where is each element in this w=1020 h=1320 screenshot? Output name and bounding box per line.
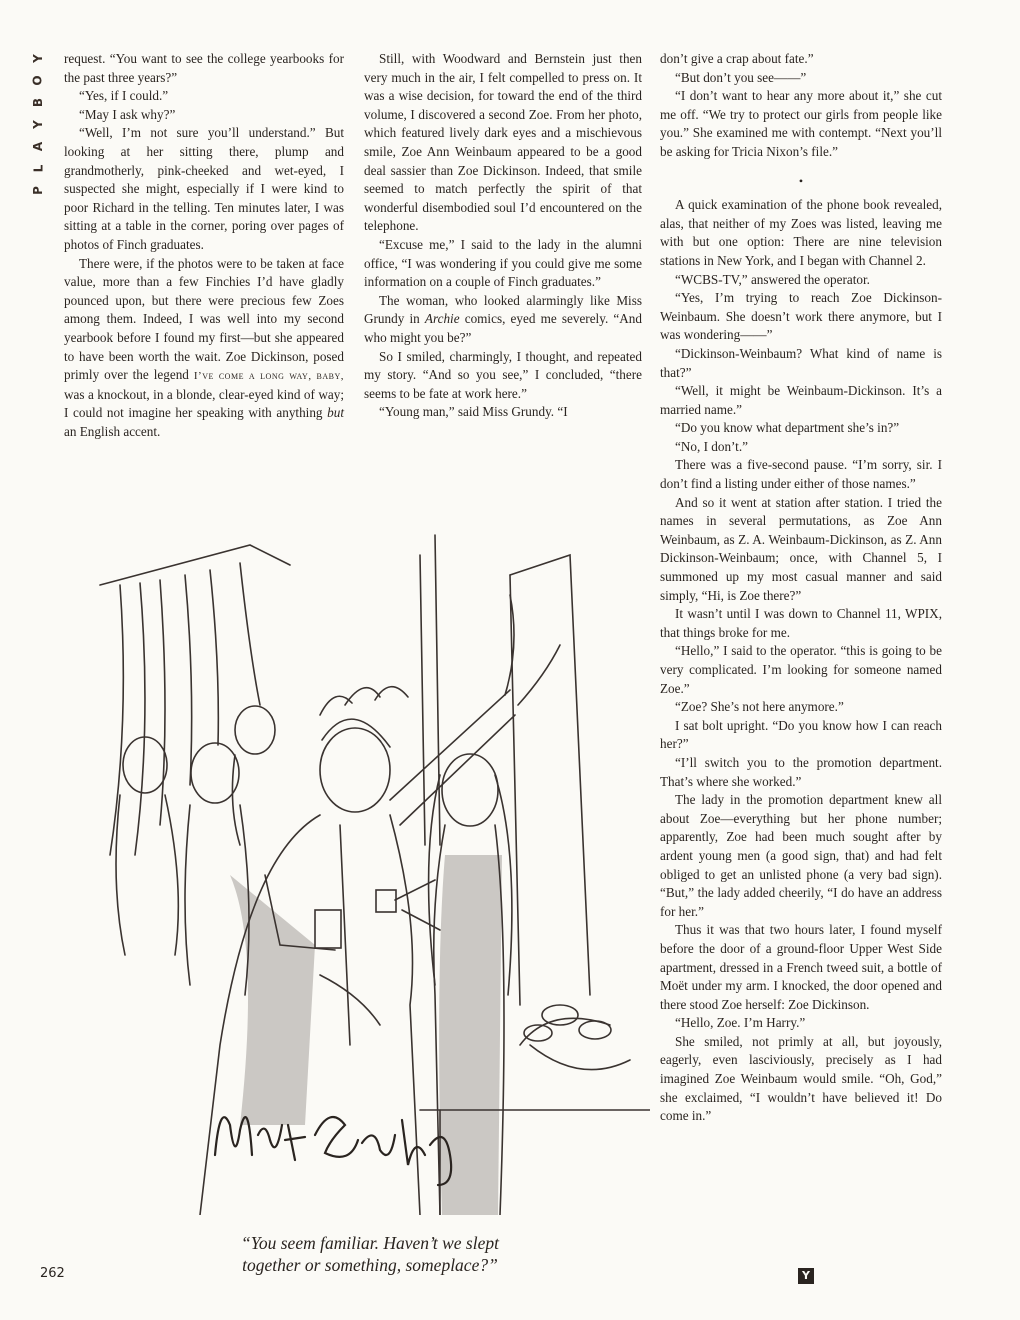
emphasis: but (327, 405, 344, 421)
paragraph: She smiled, not primly at all, but joyously, eagerly, even lasciviously, precisely as I had imagined Zoe Weinbaum would smile. “Oh, God,” she exclaimed, “I wouldn’t have believed it! Do come in.” (660, 1033, 942, 1124)
magazine-letter: P (30, 185, 45, 195)
paragraph: I sat bolt upright. “Do you know how I can reach her?” (660, 717, 942, 752)
paragraph: “Hello,” I said to the operator. “this is going to be very complicated. I’m looking for someone named Zoe.” (660, 643, 942, 696)
magazine-name-vertical (28, 50, 48, 198)
magazine-letter: Y (30, 119, 45, 129)
article-column-1 (64, 50, 344, 441)
page-number: 262 (40, 1266, 65, 1281)
text-run: The woman, who looked alarmingly like Miss Grundy in (364, 292, 642, 327)
paragraph: “No, I don’t.” (675, 438, 749, 454)
paragraph: The lady in the promotion department knew all about Zoe—everything but her phone number; apparently, Zoe had been much sought after by ardent young men (a good sign, that) and had felt obliged to get an unlisted phone (a very bad sign). “But,” the lady added cheerily, “I do have an address for her.” (660, 792, 942, 919)
paragraph: “Well, I’m not sure you’ll understand.” But looking at her sitting there, plump and grandmotherly, pink-cheeked and wet-eyed, I suspected she might, especially if I were kind to poor Richard in the telling. Ten minutes later, I was sitting at a table in the corner, poring over pages of photos of Finch graduates. (64, 125, 344, 252)
article-column-3 (660, 50, 942, 1126)
paragraph: “Well, it might be Weinbaum-Dickinson. It’s a married name.” (660, 383, 942, 417)
paragraph: A quick examination of the phone book revealed, alas, that neither of my Zoes was listed, leaving me with but one option: There are nine television stations in New York, and I began with Channel 2. (660, 197, 942, 268)
paragraph: “Dickinson-Weinbaum? What kind of name is that?” (660, 345, 942, 380)
text-run: There were, if the photos were to be taken at face value, more than a few Finchies I’d have gladly pounced upon, but there were precious few Zoes among them. Indeed, I was well into my second yearbook before I found my first—but she appeared to have been worth the wait. Zoe Dickinson, posed primly over the legend (64, 255, 344, 383)
paragraph: don’t give a crap about fate.” (660, 51, 814, 66)
magazine-letter: B (31, 96, 45, 108)
magazine-letter: Y (30, 53, 45, 63)
paragraph: request. “You want to see the college yearbooks for the past three years?” (64, 51, 344, 85)
paragraph: It wasn’t until I was down to Channel 11, WPIX, that things broke for me. (660, 606, 942, 640)
magazine-letter: O (30, 74, 45, 86)
paragraph: “Young man,” said Miss Grundy. “I (379, 404, 568, 420)
paragraph: “Do you know what department she’s in?” (675, 420, 900, 436)
paragraph (364, 292, 642, 348)
paragraph: “Yes, I’m trying to reach Zoe Dickinson-Weinbaum. She doesn’t work there anymore, but I was wondering——” (660, 290, 942, 343)
emphasis: Archie (424, 311, 460, 327)
cartoon-illustration (90, 525, 650, 1215)
caption-line: together or something, someplace?” (242, 1255, 498, 1275)
cartoon-caption (180, 1232, 560, 1276)
text-run: was a knockout, in a blonde, clear-eyed kind of way; I could not imagine her speaking with anything (64, 386, 344, 421)
paragraph: Still, with Woodward and Bernstein just then very much in the air, I felt compelled to press on. It was a wise decision, for toward the end of the third volume, I discovered a second Zoe. From her photo, which featured lively dark eyes and a mischievous smile, Zoe Ann Weinbaum appeared to be a good deal sassier than Zoe Dickinson. Indeed, that smile seemed to match perfectly the spirit of that wonderful disembodied soul I’d encountered on the telephone. (364, 51, 642, 234)
paragraph: “Yes, if I could.” (79, 88, 169, 104)
end-mark-icon: Y (798, 1268, 814, 1284)
section-separator: • (798, 173, 804, 188)
cartoon-drawing (90, 525, 650, 1215)
paragraph: There was a five-second pause. “I’m sorry, sir. I don’t find a listing under either of those names.” (660, 457, 942, 492)
magazine-letter: A (30, 140, 45, 152)
paragraph: So I smiled, charmingly, I thought, and repeated my story. “And so you see,” I concluded, “there seems to be fate at work here.” (364, 348, 642, 401)
paragraph: “Excuse me,” I said to the lady in the alumni office, “I was wondering if you could give me some information on a couple of Finch graduates.” (364, 236, 642, 290)
paragraph: Thus it was that two hours later, I found myself before the door of a ground-floor Upper West Side apartment, dressed in a French tweed suit, a bottle of Moët under my arm. I knocked, the door opened and there stood Zoe herself: Zoe Dickinson. (660, 922, 942, 1012)
legend-text: I’ve come a long way, baby, (193, 370, 345, 383)
magazine-letter: L (31, 163, 45, 173)
paragraph: “Zoe? She’s not here anymore.” (675, 699, 844, 715)
paragraph: And so it went at station after station. I tried the names in several permutations, as Zoe Ann Weinbaum, as Z. A. Weinbaum-Dickinson, as Z. Ann Dickinson-Weinbaum; once, with Channel 5, I summoned up my most casual manner and said simply, “Hi, is Zoe there?” (660, 494, 942, 603)
caption-line: “You seem familiar. Haven’t we slept (241, 1233, 499, 1253)
paragraph: “WCBS-TV,” answered the operator. (675, 271, 870, 287)
text-run: an English accent. (64, 423, 161, 439)
paragraph (64, 255, 344, 442)
paragraph: “I’ll switch you to the promotion department. That’s where she worked.” (660, 754, 942, 789)
paragraph: “May I ask why?” (79, 106, 176, 122)
article-column-2 (364, 50, 642, 422)
paragraph: “I don’t want to hear any more about it,” she cut me off. “We try to protect our girls from people like you.” She examined me with contempt. “Next you’ll be asking for Tricia Nixon’s file.” (660, 88, 942, 159)
text-run: comics, eyed me severely. “And who might you be?” (364, 311, 642, 345)
paragraph: “But don’t you see——” (675, 69, 807, 85)
paragraph: “Hello, Zoe. I’m Harry.” (675, 1015, 806, 1031)
